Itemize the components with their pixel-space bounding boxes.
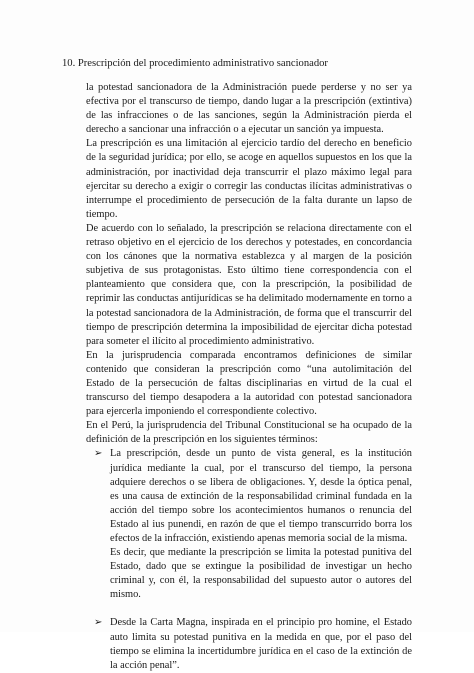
- paragraph-3: De acuerdo con lo señalado, la prescripción se relaciona directamente con el retraso objetivo en el ejercicio de los derechos y potestades, en concordancia con los cánones que la normativa establezca y al margen de la posición subjetiva de sus protagonistas. Esto último tiene correspondencia con el planteamiento que considera que, con la prescripción, la posibilidad de reprimir las conductas antijurídicas se ha delimitado modernamente en torno a la potestad sancionadora de la Administración, de forma que el transcurrir del tiempo de prescripción determina la imposibilidad de ejercitar dicha potestad para someter el ilícito al procedimiento administrativo.: [86, 222, 412, 347]
- paragraph-2: La prescripción es una limitación al ejercicio tardío del derecho en beneficio de la seguridad jurídica; por ello, se acoge en aquellos supuestos en los que la administración, por inactividad deja transcurrir el plazo máximo legal para ejercitar su derecho a exigir o corregir las conductas ilícitas administrativas o interrumpe el procedimiento de persecución de la falta durante un lapso de tiempo.: [86, 138, 412, 220]
- definition-list: [86, 447, 412, 672]
- arrow-bullet-icon: ➢: [94, 448, 103, 460]
- list-item: [86, 447, 412, 602]
- paragraph-4: En la jurisprudencia comparada encontramos definiciones de similar contenido que consideran la prescripción como “una autolimitación del Estado de la persecución de faltas disciplinarias en virtud de la cual el transcurso del tiempo desapodera a la autoridad con potestad sancionadora para ejercerla imponiendo el correspondiente colectivo.: [86, 349, 412, 418]
- paragraph-1: la potestad sancionadora de la Administración puede perderse y no ser ya efectiva por el transcurso de tiempo, dando lugar a la prescripción (extintiva) de las infracciones o de las sanciones, según la Administración pierda el derecho a sancionar una infracción o a ejecutar un sanción ya impuesta.: [86, 82, 412, 136]
- document-body: [86, 81, 412, 673]
- arrow-bullet-icon: ➢: [94, 617, 103, 629]
- list-item-text: Es decir, que mediante la prescripción se limita la potestad punitiva del Estado, dado que se extingue la posibilidad de investigar un hecho criminal y, con él, la responsabilidad del supuesto autor o autores del mismo.: [110, 547, 412, 601]
- list-item-text: Desde la Carta Magna, inspirada en el principio pro homine, el Estado auto limita su potestad punitiva en la medida en que, por el paso del tiempo se elimina la incertidumbre jurídica en el caso de la extinción de la acción penal”.: [110, 617, 412, 671]
- section-heading: 10. Prescripción del procedimiento administrativo sancionador: [62, 58, 328, 69]
- list-item: [86, 616, 412, 672]
- list-item-text: La prescripción, desde un punto de vista general, es la institución jurídica mediante la cual, por el transcurso del tiempo, la persona adquiere derechos o se libera de obligaciones. Y, desde la óptica penal, es una causa de extinción de la responsabilidad criminal fundada en la acción del tiempo sobre los acontecimientos humanos o renuncia del Estado al ius punendi, en razón de que el tiempo transcurrido borra los efectos de la infracción, existiendo apenas memoria social de la misma.: [110, 448, 412, 544]
- paragraph-5: En el Perú, la jurisprudencia del Tribunal Constitucional se ha ocupado de la definición de la prescripción en los siguientes términos:: [86, 420, 412, 446]
